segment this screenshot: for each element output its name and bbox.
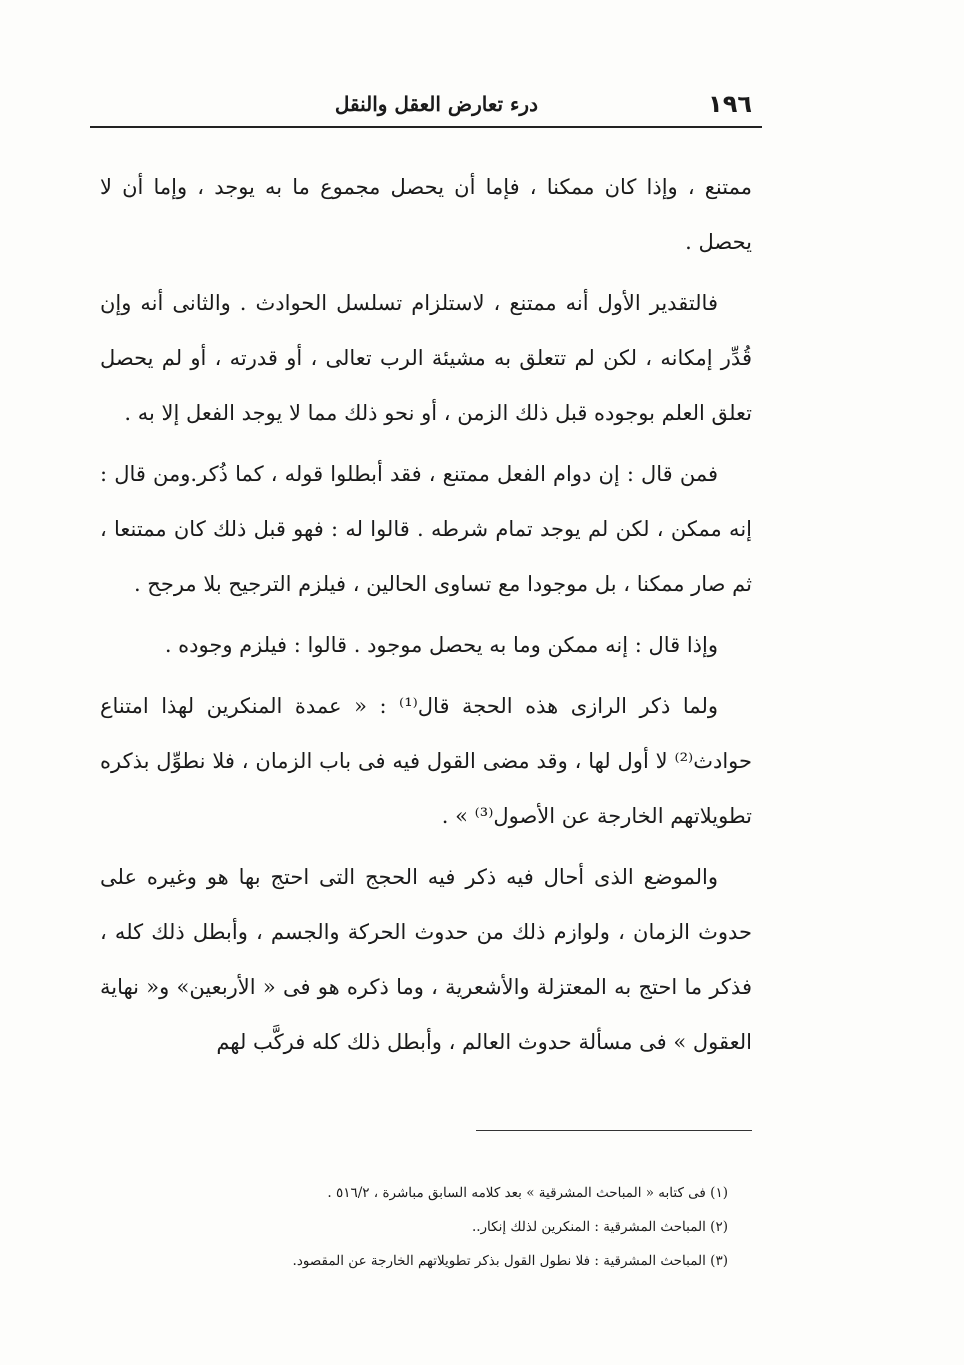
- footnote-divider: [476, 1130, 752, 1131]
- paragraph: ممتنع ، وإذا كان ممكنا ، فإما أن يحصل مجموع ما به يوجد ، وإما أن لا يحصل .: [100, 175, 752, 254]
- footnotes: [180, 1176, 728, 1278]
- paragraph: ولما ذكر الرازى هذه الحجة قال⁽¹⁾ : « عمدة المنكرين لهذا امتناع حوادث⁽²⁾ لا أول لها ، وقد مضى القول فيه فى باب الزمان ، فلا نطوِّل بذكره تطويلاتهم الخارجة عن الأصول⁽³⁾ » .: [100, 694, 752, 828]
- paragraph: فالتقدير الأول أنه ممتنع ، لاستلزام تسلسل الحوادث . والثانى أنه وإن قُدِّر إمكانه ، لكن لم تتعلق به مشيئة الرب تعالى ، أو قدرته ، أو لم يحصل تعلق العلم بوجوده قبل ذلك الزمن ، أو نحو ذلك مما لا يوجد الفعل إلا به .: [100, 291, 752, 425]
- main-text: [100, 160, 752, 1076]
- paragraph: وإذا قال : إنه ممكن وما به يحصل موجود . قالوا : فيلزم وجوده .: [164, 633, 718, 657]
- footnote: (١) فى كتابه « المباحث المشرقية » بعد كلامه السابق مباشرة ، ٥١٦/٢ .: [327, 1185, 728, 1201]
- paragraph: والموضع الذى أحال فيه ذكر فيه الحجج التى احتج بها هو وغيره على حدوث الزمان ، ولوازم ذلك من حدوث الحركة والجسم ، وأبطل ذلك كله ، فذكر ما احتج به المعتزلة والأشعرية ، وما ذكره هو فى « الأربعين» و« نهاية العقول » فى مسألة حدوث العالم ، وأبطل ذلك كله فركَّب لهم: [100, 865, 752, 1054]
- footnote: (٢) المباحث المشرقية : المنكرين لذلك إنكار..: [471, 1219, 728, 1235]
- running-title: درء تعارض العقل والنقل: [334, 92, 538, 116]
- page-header: [92, 88, 760, 124]
- page-number: ١٩٦: [708, 90, 752, 118]
- footnote: (٣) المباحث المشرقية : فلا نطول القول بذكر تطويلاتهم الخارجة عن المقصود.: [292, 1253, 728, 1269]
- header-divider: [90, 126, 762, 128]
- paragraph: فمن قال : إن دوام الفعل ممتنع ، فقد أبطلوا قوله ، كما ذُكر.ومن قال : إنه ممكن ، لكن لم يوجد تمام شرطه . قالوا له : فهو قبل ذلك كان ممتنعا ، ثم صار ممكنا ، بل موجودا مع تساوى الحالين ، فيلزم الترجيح بلا مرجح .: [100, 462, 752, 596]
